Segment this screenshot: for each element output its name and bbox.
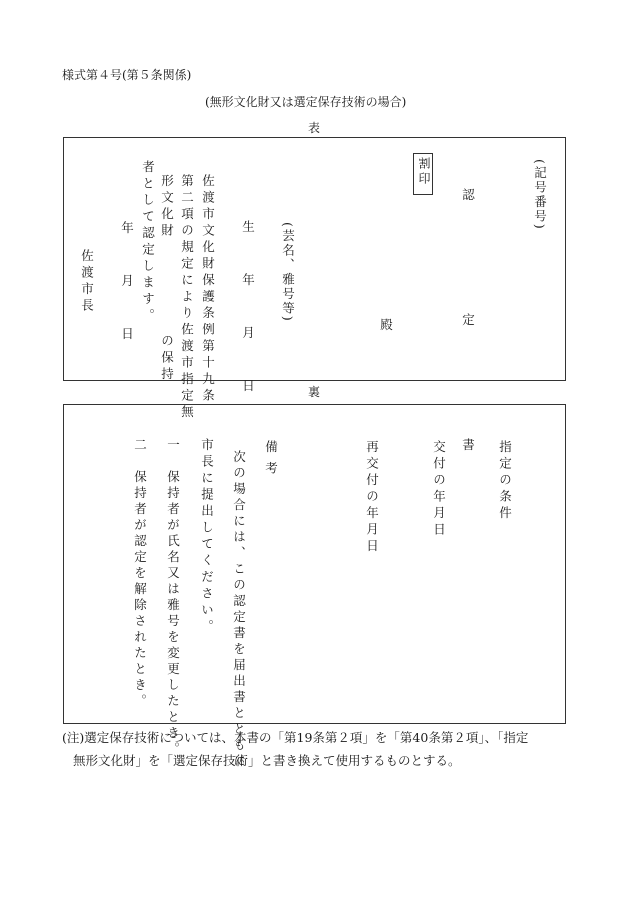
certificate-body-line-3a: 形文化財 [159,174,175,240]
recipient-suffix: 殿 [378,318,394,335]
front-heading: 表 [308,121,321,135]
reissue-date-label: 再交付の年月日 [364,440,380,556]
certificate-body-line-1: 佐渡市文化財保護条例第十九条 [200,174,216,405]
remarks-line-2: 市長に提出してください。 [199,438,215,636]
form-number: 様式第４号(第５条関係) [62,68,192,82]
record-number: (記号番号) [532,159,548,231]
certificate-body-line-2: 第二項の規定により佐渡市指定無 [179,174,195,422]
remarks-heading: 備考 [263,440,279,483]
birth-date: 生 年 月 日 [240,220,256,406]
form-subtitle: (無形文化財又は選定保存技術の場合) [205,95,407,109]
note-line-2: 無形文化財」を「選定保存技術」と書き換えて使用するものとする。 [73,753,461,768]
remarks-item-1: 一 保持者が氏名又は雅号を変更したとき。 [165,438,181,758]
designation-conditions: 指定の条件 [497,440,513,523]
back-heading: 裏 [308,385,321,399]
remarks-line-1: 次の場合には、この認定書を届出書とともに [231,450,247,770]
artist-name-label: (芸名、雅号等) [280,222,296,323]
issue-date: 年 月 日 [119,221,135,354]
certificate-title: 認 定 書 [460,188,476,501]
note-line-1: (注)選定保存技術については、本書の「第19条第２項」を「第40条第２項」、「指定 [62,730,529,745]
certificate-body-line-3b: の保持 [159,334,175,384]
issue-date-label: 交付の年月日 [431,440,447,539]
tally-seal: 割印 [413,153,433,195]
front-certificate-box [63,137,566,381]
remarks-item-2: 二 保持者が認定を解除されたとき。 [132,438,148,710]
certificate-body-line-4: 者として認定します。 [140,160,156,325]
issuer-name: 佐渡市長 [79,249,95,315]
